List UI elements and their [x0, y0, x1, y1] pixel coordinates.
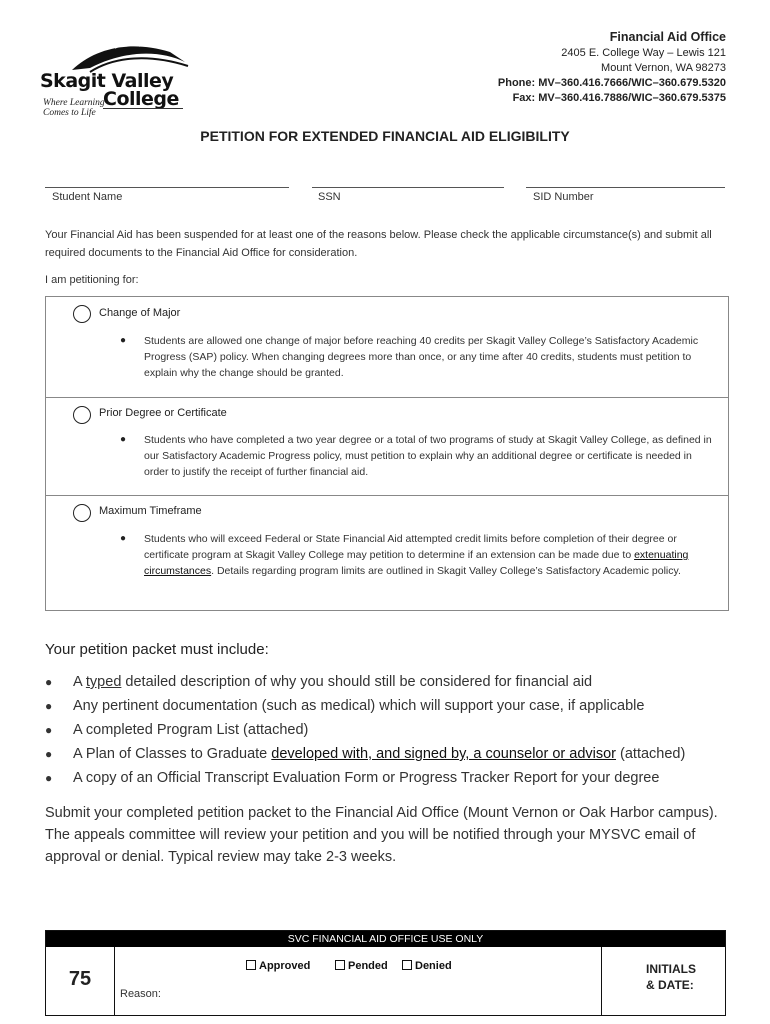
date-label: & DATE: — [646, 978, 694, 992]
student-name-label: Student Name — [52, 191, 123, 203]
office-use-heading: SVC FINANCIAL AID OFFICE USE ONLY — [46, 931, 725, 947]
packet-item1-a: A — [73, 674, 86, 690]
maximum-timeframe-desc — [144, 531, 716, 579]
ssn-line[interactable] — [312, 187, 504, 188]
checkbox-icon — [402, 960, 412, 970]
packet-item4-counselor: developed with, and signed by, a counselor or advisor — [271, 746, 617, 762]
option-divider — [46, 495, 728, 496]
denied-label: Denied — [415, 960, 452, 972]
ssn-label: SSN — [318, 191, 341, 203]
logo-divider — [103, 108, 183, 109]
approved-label: Approved — [259, 960, 311, 972]
maximum-timeframe-label: Maximum Timeframe — [99, 505, 202, 517]
packet-item2: Any pertinent documentation (such as medical) which will support your case, if applicable — [73, 698, 645, 714]
intro-paragraph: Your Financial Aid has been suspended for at least one of the reasons below. Please check the applicable circumstance(s) and submit all required documents to the Financial Aid Office for consideration. — [45, 229, 712, 259]
bullet-icon: ● — [120, 533, 127, 544]
form-number: 75 — [46, 947, 115, 1015]
logo-name-line2: College — [103, 88, 179, 110]
sid-number-label: SID Number — [533, 191, 594, 203]
approved-checkbox[interactable] — [246, 960, 310, 972]
prior-degree-label: Prior Degree or Certificate — [99, 407, 227, 419]
submit-paragraph: Submit your completed petition packet to the Financial Aid Office (Mount Vernon or Oak Harbor campus). The appeals committee will review your petition and you will be notified through your MYSVC email of approval or denial. Typical review may take 2-3 weeks. — [45, 805, 718, 865]
page-title: PETITION FOR EXTENDED FINANCIAL AID ELIGIBILITY — [200, 128, 570, 144]
packet-heading: Your petition packet must include: — [45, 641, 269, 658]
maximum-timeframe-desc-c: . Details regarding program limits are outlined in Skagit Valley College’s Satisfactory Academic policy. — [211, 565, 681, 577]
packet-item4-c: (attached) — [616, 746, 686, 762]
bullet-icon: ● — [45, 747, 53, 761]
prior-degree-desc: Students who have completed a two year degree or a total of two programs of study at Skagit Valley College, as defined in our Satisfactory Academic Progress policy, must petition to explain why an additional degree or certificate is needed in order to justify the receipt of further financial aid. — [144, 434, 712, 478]
denied-checkbox[interactable] — [402, 960, 452, 972]
petitioning-for-label: I am petitioning for: — [45, 274, 139, 286]
office-use-table — [45, 930, 726, 1016]
checkbox-icon — [246, 960, 256, 970]
office-address-line2: Mount Vernon, WA 98273 — [601, 62, 726, 74]
office-title: Financial Aid Office — [609, 30, 726, 44]
pended-checkbox[interactable] — [335, 960, 388, 972]
prior-degree-radio[interactable] — [73, 406, 91, 424]
extenuating-circumstances-text: extenuating circumstances — [144, 549, 689, 577]
bullet-icon: ● — [120, 434, 127, 445]
bullet-icon: ● — [45, 675, 53, 689]
sid-number-line[interactable] — [526, 187, 725, 188]
packet-item5: A copy of an Official Transcript Evaluation Form or Progress Tracker Report for your degree — [73, 770, 660, 786]
initials-label: INITIALS — [646, 962, 696, 976]
bullet-icon: ● — [45, 723, 53, 737]
packet-item1-typed: typed — [85, 674, 122, 690]
petition-options-box — [45, 296, 729, 611]
bullet-icon: ● — [120, 335, 127, 346]
maximum-timeframe-radio[interactable] — [73, 504, 91, 522]
logo-name-line1: Skagit Valley — [40, 70, 174, 92]
logo-tagline-line2: Comes to Life — [43, 108, 96, 118]
packet-item — [45, 722, 308, 738]
option-divider — [46, 397, 728, 398]
packet-item1-c: detailed description of why you should still be considered for financial aid — [121, 674, 593, 690]
packet-item4-a: A Plan of Classes to Graduate — [73, 746, 272, 762]
packet-item3: A completed Program List (attached) — [73, 722, 309, 738]
change-of-major-desc: Students are allowed one change of major before reaching 40 credits per Skagit Valley College’s Satisfactory Academic Progress (SAP) policy. When changing degrees more than once, or any time after 40 credits, students must petition to explain why the change should be granted. — [144, 335, 699, 379]
change-of-major-radio[interactable] — [73, 305, 91, 323]
office-fax: Fax: MV–360.416.7886/WIC–360.679.5375 — [512, 92, 726, 104]
office-address-line1: 2405 E. College Way – Lewis 121 — [561, 47, 726, 59]
logo-tagline-line1: Where Learning — [43, 98, 105, 108]
office-contact-block — [498, 28, 726, 106]
maximum-timeframe-desc-a: Students who will exceed Federal or State Financial Aid attempted credit limits before completion of their degree or certificate program at Skagit Valley College may petition to determine if an extension can be made due to — [144, 533, 677, 561]
reason-label: Reason: — [120, 988, 161, 1000]
initials-date-cell[interactable] — [601, 947, 726, 1015]
mountain-swoosh-icon — [70, 40, 190, 74]
checkbox-icon — [335, 960, 345, 970]
packet-item — [45, 674, 592, 690]
bullet-icon: ● — [45, 771, 53, 785]
pended-label: Pended — [348, 960, 388, 972]
packet-item — [45, 770, 659, 786]
student-name-line[interactable] — [45, 187, 289, 188]
bullet-icon: ● — [45, 699, 53, 713]
college-logo — [40, 40, 190, 120]
packet-item — [45, 698, 644, 714]
packet-item — [45, 746, 685, 762]
change-of-major-label: Change of Major — [99, 307, 181, 319]
office-phone: Phone: MV–360.416.7666/WIC–360.679.5320 — [497, 77, 726, 89]
